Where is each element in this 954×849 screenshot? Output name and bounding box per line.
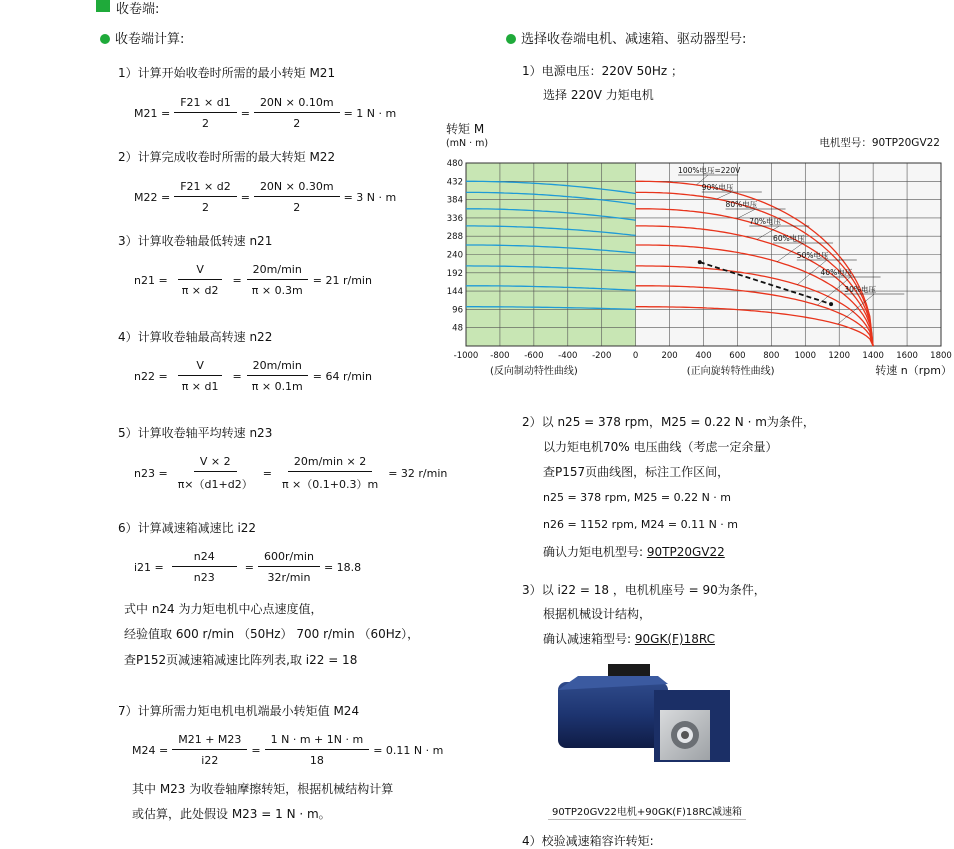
photo-caption: 90TP20GV22电机+90GK(F)18RC减速箱 bbox=[552, 807, 743, 818]
p2-line5: n26 = 1152 rpm, M24 = 0.11 N · m bbox=[543, 518, 739, 531]
x-tick-label: -600 bbox=[524, 351, 544, 361]
p2-line3: 查P157页曲线图，标注工作区间， bbox=[543, 465, 730, 479]
x-tick-label: 800 bbox=[763, 351, 780, 361]
x-tick-label: 1800 bbox=[930, 351, 952, 361]
series-label: 30%电压 bbox=[844, 285, 876, 294]
step6-note3: 查P152页减速箱减速比阵列表,取 i22 = 18 bbox=[124, 653, 358, 667]
y-tick-label: 480 bbox=[446, 159, 463, 169]
gearbox-model: 90GK(F)18RC bbox=[634, 632, 715, 646]
x-tick-label: 600 bbox=[729, 351, 746, 361]
x-tick-label: 1400 bbox=[862, 351, 884, 361]
motor-model: 90TP20GV22 bbox=[646, 545, 725, 559]
formula-n22: n22 = $\frac{V}{\pi \times d1}$ = 20m/min π × 0.1m = 64 r/min bbox=[134, 359, 372, 393]
x-tick-label: 1200 bbox=[828, 351, 851, 361]
x-tick-label: -400 bbox=[558, 351, 578, 361]
series-label: 100%电压=220V bbox=[678, 166, 741, 175]
p1-line2: 选择 220V 力矩电机 bbox=[543, 88, 654, 102]
series-label: 70%电压 bbox=[749, 217, 781, 226]
section-marker bbox=[96, 0, 110, 12]
formula-m24: M24 = $\frac{M21 + M23}{i22}$ = $\frac{1 N \cdot m + 1N \cdot m}{18}$ = 0.11 N · m bbox=[132, 733, 444, 767]
y-tick-label: 144 bbox=[446, 287, 463, 298]
step6-note2: 经验值取 600 r/min （50Hz） 700 r/min （60Hz）， bbox=[124, 627, 420, 641]
y-tick-label: 288 bbox=[446, 232, 463, 243]
torque-speed-chart bbox=[440, 118, 954, 388]
step7-note1: 其中 M23 为收卷轴摩擦转矩，根据机械结构计算 bbox=[132, 782, 394, 796]
p3-line1: 3）以 i22 = 18 ，电机机座号 = 90为条件， bbox=[522, 583, 766, 597]
p1-line1: 1）电源电压：220V 50Hz ； bbox=[522, 64, 683, 78]
p4-line1: 4）校验减速箱容许转矩: bbox=[522, 834, 654, 848]
series-label: 50%电压 bbox=[796, 251, 829, 260]
y-tick-label: 240 bbox=[446, 250, 463, 261]
p3-line2: 根据机械设计结构， bbox=[543, 607, 652, 621]
formula-i21: i21 = $\frac{n24}{n23}$ = 600r/min 32r/min = 18.8 bbox=[134, 550, 362, 584]
model-label: 电机型号：90TP20GV22 bbox=[819, 137, 940, 149]
series-label: 90%电压 bbox=[701, 183, 734, 192]
y-tick-label: 384 bbox=[446, 195, 463, 206]
work-range-end bbox=[829, 302, 833, 306]
x-tick-label: 200 bbox=[661, 351, 678, 361]
formula-m22: M22 = $\frac{F21 \times d2}{2}$ = $\frac{20N \times 0.30m}{2}$ = 3 N · m bbox=[134, 180, 397, 214]
right-heading: 选择收卷端电机、减速箱、驱动器型号: bbox=[506, 28, 746, 47]
step6-title: 6）计算减速箱减速比 i22 bbox=[118, 521, 257, 535]
step7-note2: 或估算，此处假设 M23 = 1 N · m。 bbox=[132, 807, 331, 821]
step1-title: 1）计算开始收卷时所需的最小转矩 M21 bbox=[118, 66, 336, 80]
step5-title: 5）计算收卷轴平均转速 n23 bbox=[118, 426, 273, 440]
p2-line4: n25 = 378 rpm, M25 = 0.22 N · m bbox=[543, 491, 732, 504]
x-axis-label: 转速 n（rpm） bbox=[875, 364, 952, 377]
y-tick-label: 336 bbox=[446, 213, 463, 224]
step3-title: 3）计算收卷轴最低转速 n21 bbox=[118, 234, 273, 248]
y-tick-label: 96 bbox=[452, 305, 463, 316]
bullet-icon bbox=[506, 34, 516, 44]
y-axis-label: 转矩 M bbox=[446, 122, 485, 136]
region-label-reverse: (反向制动特性曲线) bbox=[489, 366, 578, 377]
series-label: 40%电压 bbox=[820, 268, 853, 277]
x-tick-label: -1000 bbox=[453, 351, 479, 361]
motor-gearbox-photo bbox=[548, 660, 748, 770]
series-label: 80%电压 bbox=[725, 200, 758, 209]
x-tick-label: 1000 bbox=[794, 351, 817, 361]
x-tick-label: 1600 bbox=[896, 351, 918, 361]
region-label-forward: (正向旋转特性曲线) bbox=[686, 366, 775, 377]
y-tick-label: 192 bbox=[446, 268, 463, 279]
p2-line2: 以力矩电机70% 电压曲线（考虑一定余量） bbox=[543, 440, 778, 454]
calc-heading: 收卷端计算: bbox=[100, 28, 184, 47]
formula-n21: n21 = $\frac{V}{\pi \times d2}$ = 20m/min π × 0.3m = 21 r/min bbox=[134, 263, 372, 297]
series-label: 60%电压 bbox=[773, 234, 805, 243]
x-tick-label: -800 bbox=[490, 351, 510, 361]
x-tick-label: -200 bbox=[592, 351, 612, 361]
formula-n23: n23 = $\frac{V \times 2}{\pi\times(d1+d2)}$ = 20m/min × 2 π ×（0.1+0.3）m = 32 r/min bbox=[134, 455, 448, 491]
step4-title: 4）计算收卷轴最高转速 n22 bbox=[118, 330, 273, 344]
step6-note1: 式中 n24 为力矩电机中心点速度值， bbox=[124, 602, 323, 616]
step7-title: 7）计算所需力矩电机电机端最小转矩值 M24 bbox=[118, 704, 360, 718]
caption-divider bbox=[548, 819, 746, 820]
y-tick-label: 432 bbox=[446, 177, 463, 188]
p2-line6: 确认力矩电机型号: 90TP20GV22 bbox=[543, 545, 725, 559]
section-title: 收卷端: bbox=[116, 2, 160, 17]
x-tick-label: 400 bbox=[695, 351, 712, 361]
step2-title: 2）计算完成收卷时所需的最大转矩 M22 bbox=[118, 150, 336, 164]
work-range-start bbox=[698, 260, 702, 264]
p3-line3: 确认减速箱型号: 90GK(F)18RC bbox=[543, 632, 715, 646]
p2-line1: 2）以 n25 = 378 rpm，M25 = 0.22 N · m为条件， bbox=[522, 415, 815, 429]
bullet-icon bbox=[100, 34, 110, 44]
x-tick-label: 0 bbox=[632, 351, 639, 361]
y-axis-unit: (mN · m) bbox=[446, 138, 489, 149]
formula-m21: M21 = $\frac{F21 \times d1}{2}$ = $\frac{20N \times 0.10m}{2}$ = 1 N · m bbox=[134, 96, 397, 130]
y-tick-label: 48 bbox=[452, 323, 463, 334]
